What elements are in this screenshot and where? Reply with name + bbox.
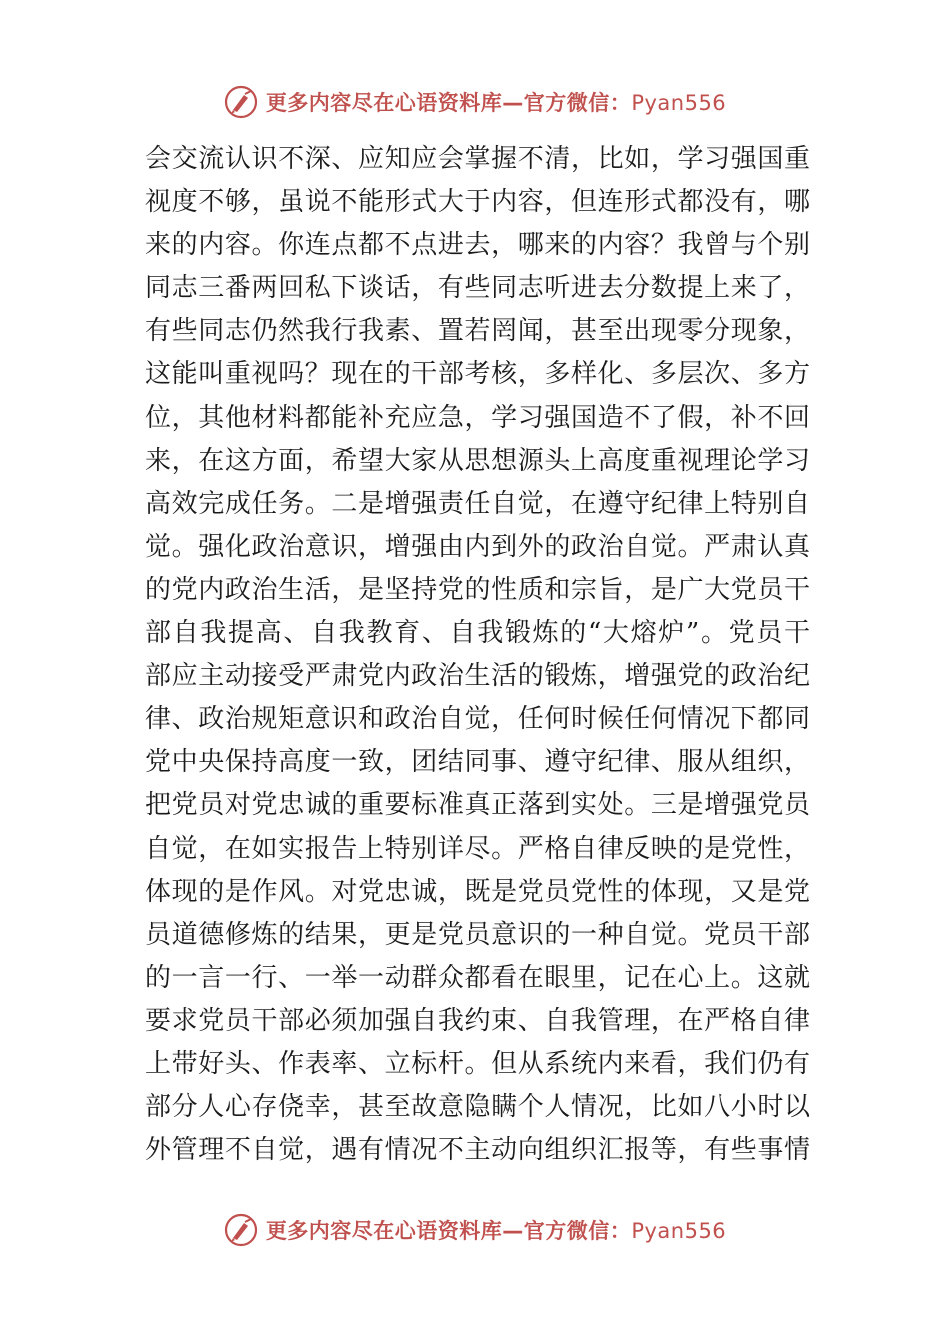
body-text-line: 这能叫重视吗？现在的干部考核，多样化、多层次、多方 [145,359,810,390]
body-text-line: 部自我提高、自我教育、自我锻炼的“大熔炉”。党员干 [145,618,810,649]
body-text-line: 会交流认识不深、应知应会掌握不清，比如，学习强国重 [145,144,810,174]
body-text-line: 员道德修炼的结果，更是党员意识的一种自觉。党员干部 [145,919,810,950]
pen-nib-logo-icon [224,1213,258,1247]
footer-watermark-main: 更多内容尽在心语资料库—官方微信： [265,1219,632,1243]
footer-watermark-text [266,1215,726,1245]
pen-nib-logo-icon [224,85,258,119]
body-text-line: 把党员对党忠诚的重要标准真正落到实处。三是增强党员 [145,790,810,821]
document-body-text [145,138,810,1172]
body-text-line: 位，其他材料都能补充应急，学习强国造不了假，补不回 [145,402,810,433]
body-text-line: 上带好头、作表率、立标杆。但从系统内来看，我们仍有 [145,1048,810,1079]
body-text-line: 视度不够，虽说不能形式大于内容，但连形式都没有，哪 [145,187,810,218]
body-text-line: 外管理不自觉，遇有情况不主动向组织汇报等，有些事情 [145,1135,810,1166]
body-text-line: 部应主动接受严肃党内政治生活的锻炼，增强党的政治纪 [145,661,810,692]
body-text-line: 觉。强化政治意识，增强由内到外的政治自觉。严肃认真 [145,531,810,562]
body-text-line: 的党内政治生活，是坚持党的性质和宗旨，是广大党员干 [145,574,810,605]
footer-watermark-handle: Pyan556 [631,1219,727,1243]
header-watermark-main: 更多内容尽在心语资料库—官方微信： [265,91,632,115]
header-watermark-banner [0,82,950,122]
body-text-line: 来，在这方面，希望大家从思想源头上高度重视理论学习 [145,445,810,476]
header-watermark-handle: Pyan556 [631,91,727,115]
body-text-line: 同志三番两回私下谈话，有些同志听进去分数提上来了， [145,273,810,304]
body-text-line: 自觉，在如实报告上特别详尽。严格自律反映的是党性， [145,833,810,864]
body-text-line: 有些同志仍然我行我素、置若罔闻，甚至出现零分现象， [145,316,810,347]
body-text-line: 的一言一行、一举一动群众都看在眼里，记在心上。这就 [145,962,810,993]
header-watermark-text [266,87,726,117]
body-text-line: 要求党员干部必须加强自我约束、自我管理，在严格自律 [145,1005,810,1036]
body-text-line: 高效完成任务。二是增强责任自觉，在遵守纪律上特别自 [145,488,810,519]
body-text-line: 体现的是作风。对党忠诚，既是党员党性的体现，又是党 [145,876,810,907]
footer-watermark-banner [0,1210,950,1250]
body-text-line: 部分人心存侥幸，甚至故意隐瞒个人情况，比如八小时以 [145,1092,810,1123]
body-text-line: 来的内容。你连点都不点进去，哪来的内容？我曾与个别 [145,230,810,261]
body-text-line: 律、政治规矩意识和政治自觉，任何时候任何情况下都同 [145,704,810,735]
body-text-line: 党中央保持高度一致，团结同事、遵守纪律、服从组织， [145,747,810,778]
